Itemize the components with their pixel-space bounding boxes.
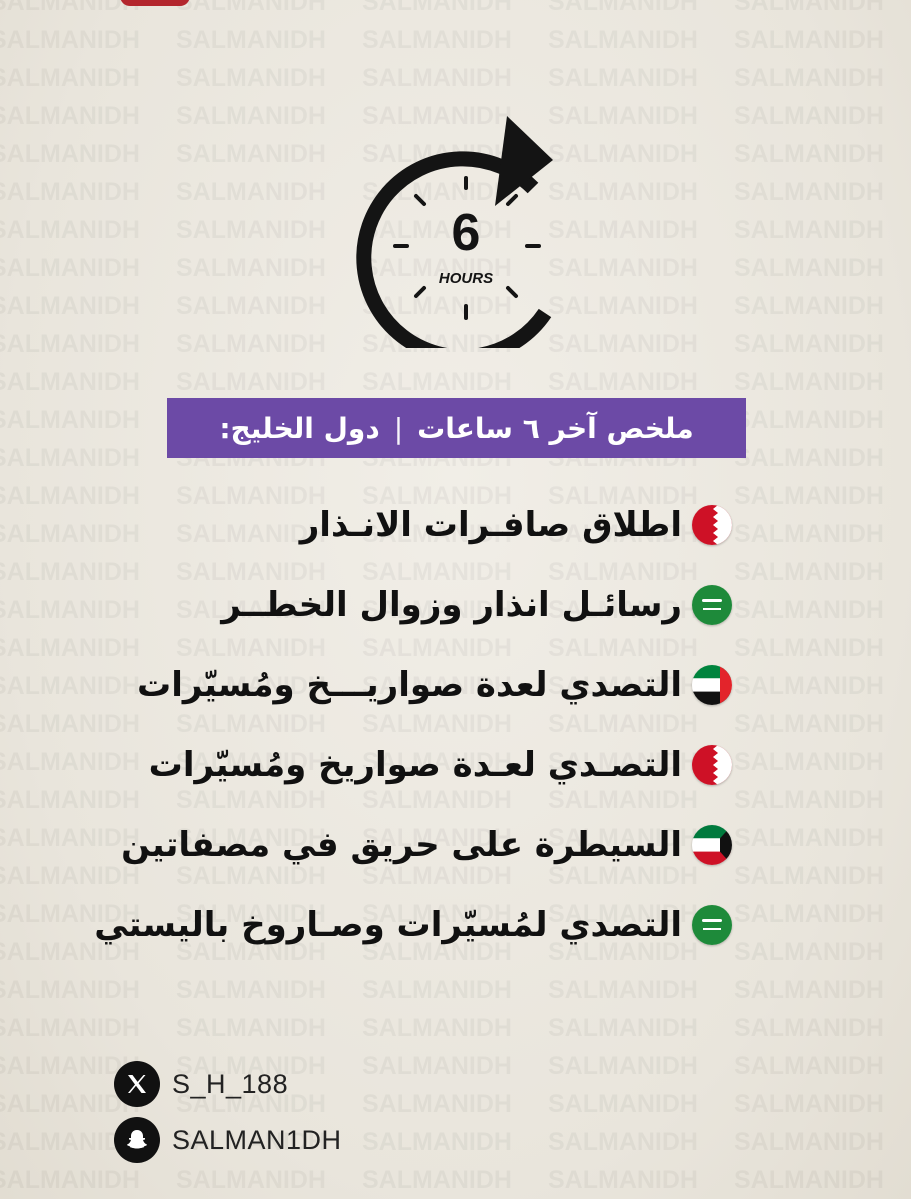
list-item-text: اطلاق صافـرات الانـذار — [299, 505, 682, 545]
list-item-text: التصدي لعدة صواريـــخ ومُسيّرات — [137, 665, 682, 705]
saudi-flag-icon — [692, 585, 732, 625]
x-handle: S_H_188 — [172, 1068, 289, 1099]
title-banner — [167, 398, 746, 458]
list-item-text: التصـدي لعـدة صواريخ ومُسيّرات — [148, 745, 682, 785]
bahrain-flag-icon — [692, 505, 732, 545]
x-logo-icon — [114, 1061, 160, 1107]
list-item — [94, 885, 732, 965]
snapchat-handle: SALMAN1DH — [172, 1124, 342, 1155]
bahrain-flag-icon — [692, 745, 732, 785]
list-item-text: السيطرة على حريق في مصفاتين — [121, 825, 682, 865]
snapchat-social-link[interactable] — [114, 1117, 342, 1163]
list-item-text: التصدي لمُسيّرات وصـاروخ باليستي — [94, 905, 682, 945]
kuwait-flag-icon — [692, 825, 732, 865]
list-item — [121, 805, 732, 885]
banner-title-summary: ملخص آخر ٦ ساعات — [417, 411, 694, 445]
list-item — [137, 645, 732, 725]
clock-number: 6 — [451, 204, 481, 262]
clock-unit-label: HOURS — [438, 270, 494, 287]
saudi-flag-icon — [692, 905, 732, 945]
list-item — [148, 725, 732, 805]
banner-separator: | — [393, 411, 404, 445]
x-social-link[interactable] — [114, 1061, 288, 1107]
uae-flag-icon — [692, 665, 732, 705]
list-item — [160, 485, 732, 565]
list-item — [160, 565, 732, 645]
snapchat-ghost-icon — [114, 1117, 160, 1163]
banner-title-gulf: دول الخليج: — [219, 411, 380, 445]
list-item-text: رسائـل انذار وزوال الخطــر — [221, 585, 682, 625]
news-list — [94, 485, 732, 965]
corner-tab — [120, 0, 190, 6]
